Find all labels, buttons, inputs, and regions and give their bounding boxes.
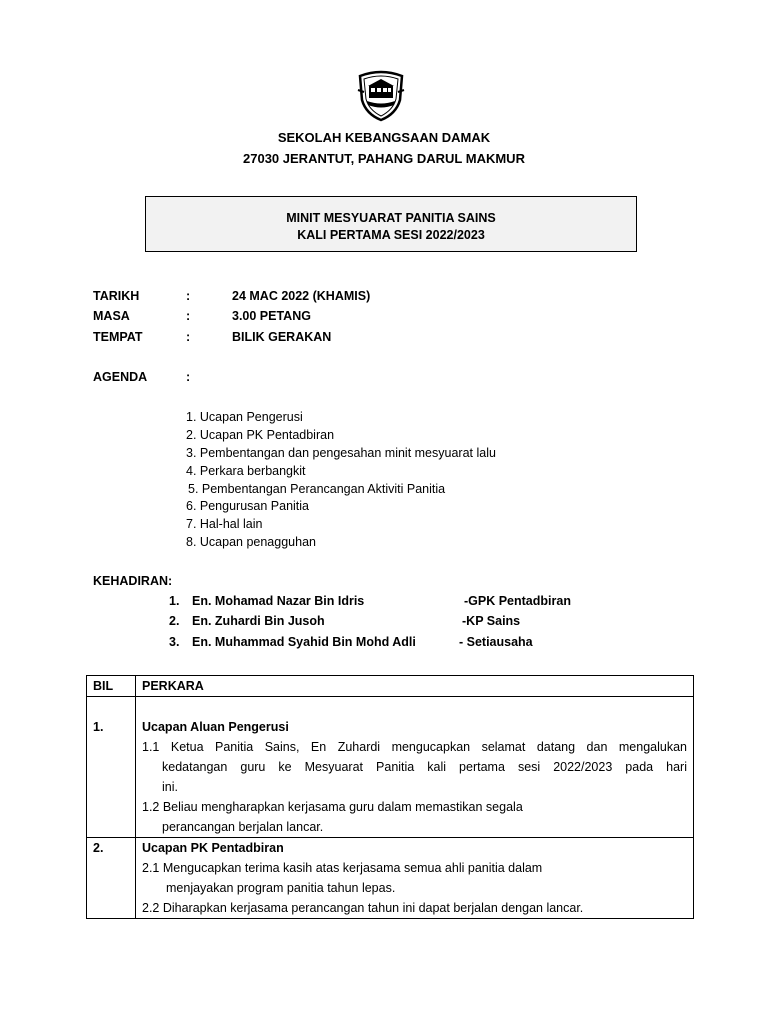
- agenda-item: 7. Hal-hal lain: [186, 517, 263, 531]
- minutes-title-line2: KALI PERTAMA SESI 2022/2023: [297, 228, 485, 242]
- minutes-table: [86, 675, 694, 919]
- attendee-role: - Setiausaha: [459, 635, 533, 649]
- school-address: 27030 JERANTUT, PAHANG DARUL MAKMUR: [243, 151, 525, 166]
- point-lead: 2.1 Mengucapkan terima kasih atas kerjasama semua ahli panitia dalam: [142, 861, 543, 875]
- row-heading: Ucapan Aluan Pengerusi: [142, 720, 289, 734]
- info-label-place: TEMPAT: [93, 330, 143, 344]
- info-sep-place: :: [186, 330, 191, 344]
- agenda-sep: :: [186, 370, 191, 384]
- agenda-item: 8. Ucapan penagguhan: [186, 535, 316, 549]
- header-bil: BIL: [87, 676, 136, 697]
- school-name: SEKOLAH KEBANGSAAN DAMAK: [277, 130, 491, 145]
- point-continuation: ini.: [162, 780, 178, 794]
- info-value-date: 24 MAC 2022 (KHAMIS): [232, 289, 371, 303]
- row-heading: Ucapan PK Pentadbiran: [142, 841, 284, 855]
- agenda-label: AGENDA: [93, 370, 148, 384]
- attendee-name: En. Zuhardi Bin Jusoh: [192, 614, 325, 628]
- point-continuation: menjayakan program panitia tahun lepas.: [166, 881, 396, 895]
- agenda-item: 6. Pengurusan Panitia: [186, 499, 310, 513]
- minutes-title-box: [145, 196, 637, 252]
- minutes-title-line1: MINIT MESYUARAT PANITIA SAINS: [286, 211, 496, 225]
- point-continuation: perancangan berjalan lancar.: [162, 820, 324, 834]
- row-bil: 1.: [87, 697, 136, 838]
- attendee-number: 1.: [169, 594, 180, 608]
- row-bil: 2.: [87, 838, 136, 919]
- agenda-item: 2. Ucapan PK Pentadbiran: [186, 428, 335, 442]
- attendee-role: -GPK Pentadbiran: [464, 594, 571, 608]
- point-lead: 1.2 Beliau mengharapkan kerjasama guru dalam memastikan segala: [142, 800, 523, 814]
- info-value-time: 3.00 PETANG: [232, 309, 311, 323]
- attendance-label: KEHADIRAN:: [93, 574, 173, 588]
- attendee-role: -KP Sains: [462, 614, 521, 628]
- table-row: [87, 838, 694, 919]
- agenda-item: 3. Pembentangan dan pengesahan minit mesyuarat lalu: [186, 446, 496, 460]
- school-crest-logo: [356, 70, 406, 122]
- info-label-time: MASA: [93, 309, 130, 323]
- table-row: [87, 697, 694, 838]
- info-label-date: TARIKH: [93, 289, 140, 303]
- agenda-item: 1. Ucapan Pengerusi: [186, 410, 303, 424]
- agenda-item: 4. Perkara berbangkit: [186, 464, 306, 478]
- attendee-name: En. Mohamad Nazar Bin Idris: [192, 594, 365, 608]
- agenda-item: 5. Pembentangan Perancangan Aktiviti Panitia: [188, 482, 446, 496]
- row-content: [136, 697, 694, 838]
- row-content: [136, 838, 694, 919]
- info-value-place: BILIK GERAKAN: [232, 330, 332, 344]
- attendee-number: 2.: [169, 614, 180, 628]
- point-lead: 2.2 Diharapkan kerjasama perancangan tahun ini dapat berjalan dengan lancar.: [142, 901, 584, 915]
- info-sep-time: :: [186, 309, 191, 323]
- point-lead: 1.1 Ketua Panitia Sains, En Zuhardi mengucapkan selamat datang dan mengalukan: [142, 740, 687, 754]
- attendee-number: 3.: [169, 635, 180, 649]
- attendee-name: En. Muhammad Syahid Bin Mohd Adli: [192, 635, 416, 649]
- info-sep-date: :: [186, 289, 191, 303]
- point-continuation: kedatangan guru ke Mesyuarat Panitia kali pertama sesi 2022/2023 pada hari: [162, 760, 687, 774]
- table-header-row: [87, 676, 694, 697]
- header-perkara: PERKARA: [136, 676, 694, 697]
